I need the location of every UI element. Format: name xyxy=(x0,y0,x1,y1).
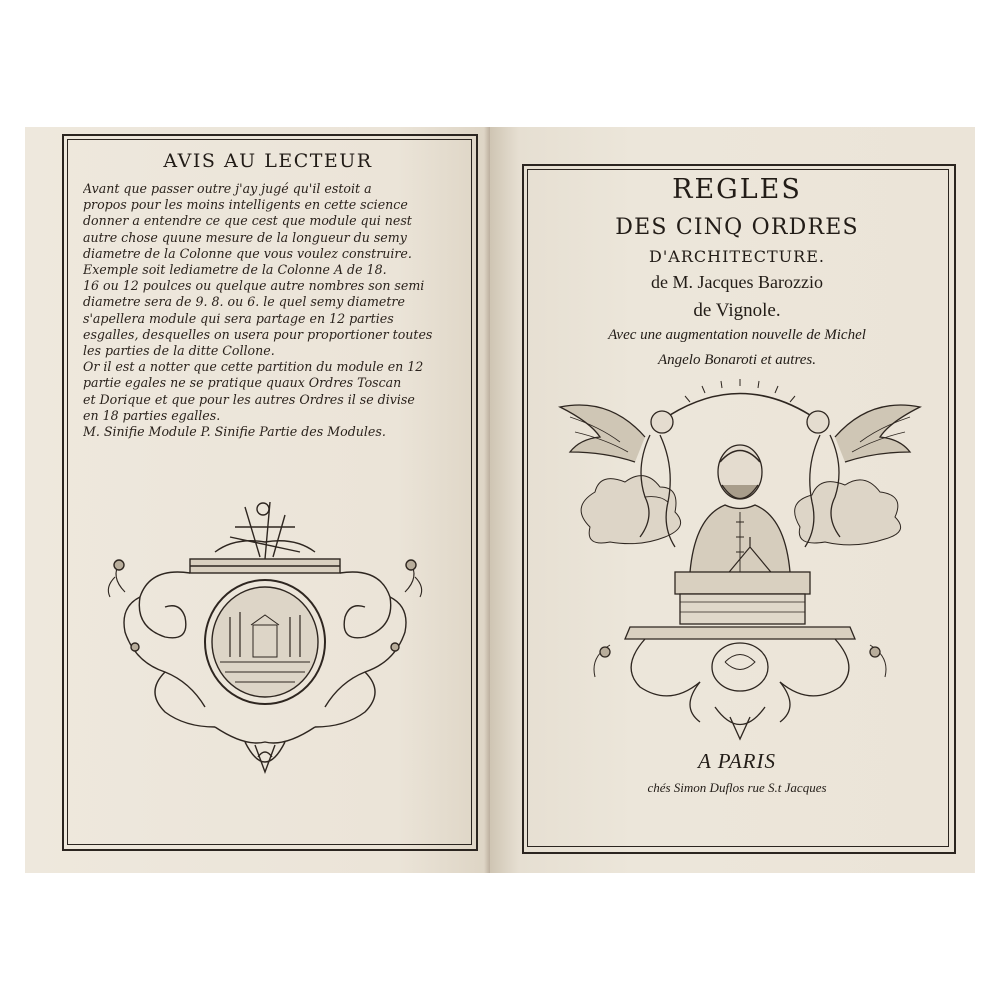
vignola-portrait-engraving xyxy=(550,377,930,747)
subtitle-line-2: Angelo Bonaroti et autres. xyxy=(657,352,817,368)
avis-line: et Dorique et que pour les autres Ordres il se divise xyxy=(83,391,415,407)
right-page xyxy=(490,127,975,873)
avis-title: AVIS AU LECTEUR xyxy=(163,150,373,172)
avis-line: donner a entendre ce que cest que module qui nest xyxy=(83,213,412,229)
title-line-1: REGLES xyxy=(672,174,802,205)
avis-text xyxy=(83,181,471,440)
book-spread xyxy=(25,127,975,873)
avis-line: esgalles, desquelles on usera pour proportioner toutes xyxy=(83,326,433,342)
avis-line: Or il est a notter que cette partition du module en 12 xyxy=(83,359,424,375)
subtitle-line-1: Avec une augmentation nouvelle de Michel xyxy=(608,327,866,343)
author-line-1: de M. Jacques Barozzio xyxy=(651,272,823,292)
avis-line: diametre sera de 9. 8. ou 6. le quel semy diametre xyxy=(83,294,405,310)
author-line-2: de Vignole. xyxy=(693,300,781,321)
avis-line: autre chose quune mesure de la longueur du semy xyxy=(83,229,407,245)
avis-line: Avant que passer outre j'ay jugé qu'il estoit a xyxy=(83,181,372,196)
avis-line: les parties de la ditte Collone. xyxy=(83,343,275,359)
title-line-2: DES CINQ ORDRES xyxy=(615,215,859,240)
avis-line: propos pour les moins intelligents en cette science xyxy=(83,197,408,213)
avis-line: diametre de la Colonne que vous voulez construire. xyxy=(83,245,412,261)
avis-line: partie egales ne se pratique quaux Ordres Toscan xyxy=(83,375,402,391)
avis-line: 16 ou 12 poulces ou quelque autre nombres son semi xyxy=(83,278,425,294)
avis-line: en 18 parties egalles. xyxy=(83,407,221,423)
avis-line: Exemple soit lediametre de la Colonne A de 18. xyxy=(83,262,387,278)
cartouche-engraving xyxy=(95,497,435,787)
title-line-3: D'ARCHITECTURE. xyxy=(649,247,825,266)
avis-line: M. Sinifie Module P. Sinifie Partie des Modules. xyxy=(83,424,386,440)
imprint-place: A PARIS xyxy=(698,749,776,773)
avis-line: s'apellera module qui sera partage en 12 parties xyxy=(83,310,394,326)
left-page xyxy=(25,127,490,873)
imprint-publisher: chés Simon Duflos rue S.t Jacques xyxy=(647,780,827,795)
